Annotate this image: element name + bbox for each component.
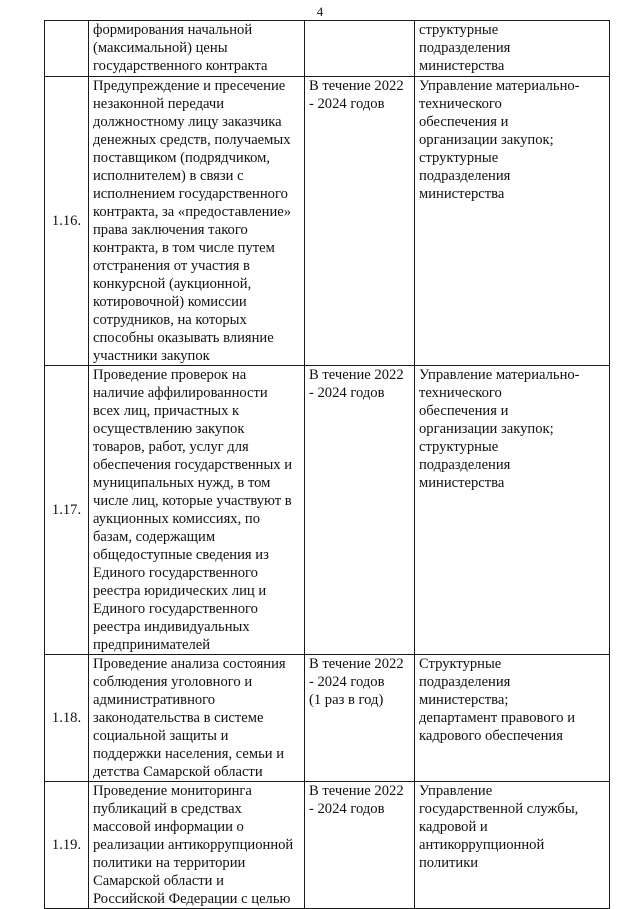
- responsible: Управление государственной службы, кадровой и антикоррупционной политики: [415, 782, 610, 909]
- deadline: В течение 2022 - 2024 годов: [305, 77, 415, 366]
- measure-description: формирования начальной (максимальной) цены государственного контракта: [89, 21, 305, 77]
- measure-description: Предупреждение и пресечение незаконной передачи должностному лицу заказчика денежных средств, получаемых поставщиком (подрядчиком, исполнителем) в связи с исполнением государственного контракта, за «предоставление» права заключения такого контракта, в том числе путем отстранения от участия в конкурсной (аукционной, котировочной) комиссии сотрудников, на которых способны оказывать влияние участники закупок: [89, 77, 305, 366]
- item-number: 1.18.: [45, 655, 89, 782]
- deadline: В течение 2022 - 2024 годов: [305, 782, 415, 909]
- table-row: [45, 782, 610, 909]
- measure-description: Проведение анализа состояния соблюдения уголовного и административного законодательства в системе социальной защиты и поддержки населения, семьи и детства Самарской области: [89, 655, 305, 782]
- item-number: 1.17.: [45, 366, 89, 655]
- measures-table: [44, 20, 610, 909]
- deadline: В течение 2022 - 2024 годов: [305, 366, 415, 655]
- responsible: Структурные подразделения министерства; департамент правового и кадрового обеспечения: [415, 655, 610, 782]
- item-number: 1.19.: [45, 782, 89, 909]
- responsible: структурные подразделения министерства: [415, 21, 610, 77]
- item-number: [45, 21, 89, 77]
- table-row: [45, 77, 610, 366]
- responsible: Управление материально- технического обеспечения и организации закупок; структурные подразделения министерства: [415, 366, 610, 655]
- table-row: [45, 655, 610, 782]
- table-row: [45, 21, 610, 77]
- measure-description: Проведение мониторинга публикаций в средствах массовой информации о реализации антикоррупционной политики на территории Самарской области и Российской Федерации с целью: [89, 782, 305, 909]
- table-row: [45, 366, 610, 655]
- measure-description: Проведение проверок на наличие аффилированности всех лиц, причастных к осуществлению закупок товаров, работ, услуг для обеспечения государственных и муниципальных нужд, в том числе лиц, которые участвуют в аукционных комиссиях, по базам, содержащим общедоступные сведения из Единого государственного реестра юридических лиц и Единого государственного реестра индивидуальных предпринимателей: [89, 366, 305, 655]
- deadline: В течение 2022 - 2024 годов (1 раз в год): [305, 655, 415, 782]
- item-number: 1.16.: [45, 77, 89, 366]
- deadline: [305, 21, 415, 77]
- page-number: 4: [316, 4, 324, 19]
- responsible: Управление материально- технического обеспечения и организации закупок; структурные подразделения министерства: [415, 77, 610, 366]
